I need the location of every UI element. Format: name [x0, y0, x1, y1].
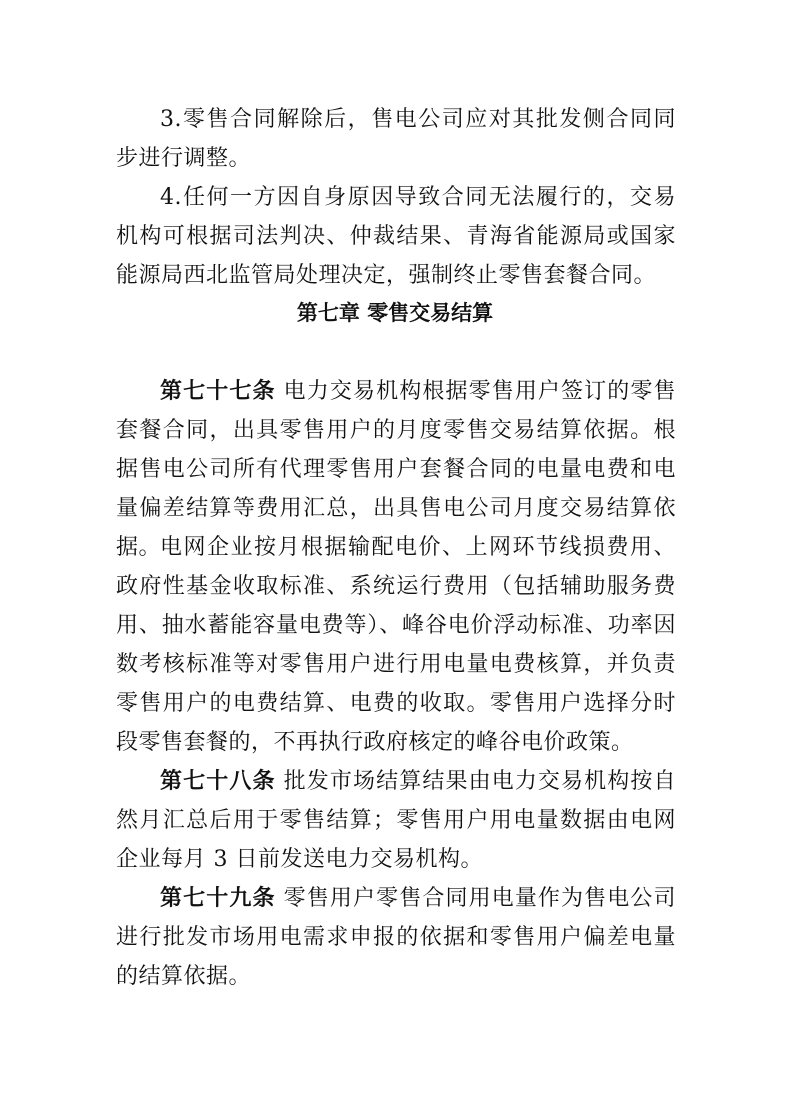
chapter-title: 第七章 零售交易结算 [296, 301, 494, 325]
article-label: 第七十九条 [160, 886, 276, 911]
article-text: 电力交易机构根据零售用户签订的零售套餐合同，出具零售用户的月度零售交易结算依据。根据售电公司所有代理零售用户套餐合同的电量电费和电量偏差结算等费用汇总，出具售电公司月度交易结算依据。 [116, 379, 676, 560]
paragraph-forced-termination [116, 178, 676, 295]
article-label: 第七十七条 [160, 379, 276, 404]
article-text: 批发市场结算结果由电力交易机构按自然月汇总后用于零售结算；零售用户用电量数据由电网企业每月 3 日前发送电力交易机构。 [116, 769, 676, 872]
article-label: 第七十八条 [160, 769, 276, 794]
paragraph-text: 4.任何一方因自身原因导致合同无法履行的，交易机构可根据司法判决、仲裁结果、青海省能源局或国家能源局西北监管局处理决定，强制终止零售套餐合同。 [116, 185, 676, 288]
article-79 [116, 879, 676, 996]
article-78 [116, 762, 676, 879]
paragraph-contract-adjustment [116, 100, 676, 178]
paragraph-grid-settlement [116, 528, 676, 762]
article-text: 零售用户零售合同用电量作为售电公司进行批发市场用电需求申报的依据和零售用户偏差电量的结算依据。 [116, 886, 676, 989]
paragraph-text: 电网企业按月根据输配电价、上网环节线损费用、政府性基金收取标准、系统运行费用（包括辅助服务费用、抽水蓄能容量电费等）、峰谷电价浮动标准、功率因数考核标准等对零售用户进行用电量电费核算，并负责零售用户的电费结算、电费的收取。零售用户选择分时段零售套餐的，不再执行政府核定的峰谷电价政策。 [116, 535, 676, 755]
paragraph-text: 3.零售合同解除后，售电公司应对其批发侧合同同步进行调整。 [116, 107, 676, 171]
